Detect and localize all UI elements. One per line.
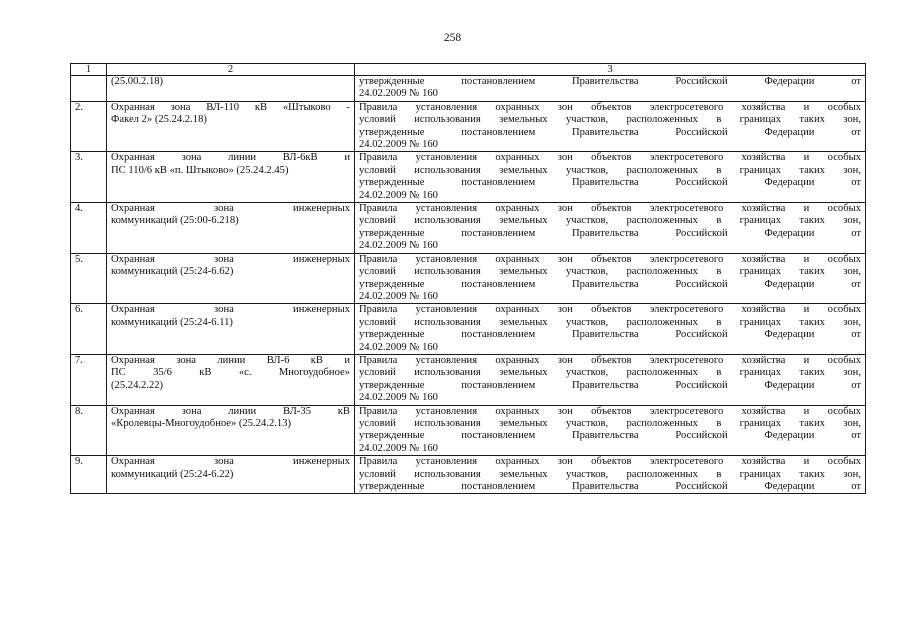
zone-name-line: Охранная зона ВЛ-110 кВ «Штыково -: [111, 101, 350, 113]
row-number: 6.: [71, 304, 107, 355]
zone-name-line: коммуникаций (25:00-6.218): [111, 215, 239, 227]
zone-name-line: (25.24.2.22): [111, 379, 164, 391]
zone-name-line: (25.00.2.18): [111, 76, 164, 87]
regulation-line: Правила установления охранных зон объектов электросетевого хозяйства и особых: [359, 304, 861, 316]
table-row: [71, 101, 866, 152]
regulation-line: Правила установления охранных зон объектов электросетевого хозяйства и особых: [359, 405, 861, 417]
zone-name-line: коммуникаций (25:24-6.62): [111, 266, 234, 278]
regulation-line: 24.02.2009 № 160: [359, 442, 438, 454]
regulation-line: Правила установления охранных зон объектов электросетевого хозяйства и особых: [359, 152, 861, 164]
regulation-cell: [355, 76, 866, 102]
regulation-cell: [355, 304, 866, 355]
zone-name-cell: [107, 101, 355, 152]
zone-name-line: коммуникаций (25:24-6.22): [111, 468, 234, 480]
regulation-cell: [355, 405, 866, 456]
regulation-line: условий использования земельных участков, расположенных в границах таких зон,: [359, 114, 861, 126]
regulation-line: 24.02.2009 № 160: [359, 139, 438, 151]
table-row: [71, 304, 866, 355]
row-number: 8.: [71, 405, 107, 456]
regulation-line: условий использования земельных участков, расположенных в границах таких зон,: [359, 417, 861, 429]
regulation-line: условий использования земельных участков, расположенных в границах таких зон,: [359, 316, 861, 328]
zone-name-line: Охранная зона инженерных: [111, 304, 350, 316]
regulation-line: 24.02.2009 № 160: [359, 189, 438, 201]
regulation-line: утвержденные постановлением Правительства Российской Федерации от: [359, 76, 861, 87]
zone-name-line: Охранная зона линии ВЛ-6 кВ и: [111, 354, 350, 366]
column-header: 3: [355, 64, 866, 76]
regulation-line: утвержденные постановлением Правительства Российской Федерации от: [359, 227, 861, 239]
regulation-line: 24.02.2009 № 160: [359, 290, 438, 302]
column-header: 2: [107, 64, 355, 76]
regulation-cell: [355, 101, 866, 152]
regulation-line: условий использования земельных участков, расположенных в границах таких зон,: [359, 266, 861, 278]
zone-name-cell: [107, 354, 355, 405]
zone-name-cell: [107, 456, 355, 494]
regulation-cell: [355, 253, 866, 304]
page-number: 258: [443, 32, 462, 44]
table-row: [71, 354, 866, 405]
column-header: 1: [71, 64, 107, 76]
zone-name-line: Факел 2» (25.24.2.18): [111, 114, 207, 126]
regulation-line: условий использования земельных участков, расположенных в границах таких зон,: [359, 367, 861, 379]
table-row: [71, 405, 866, 456]
table-header-row: [71, 64, 866, 76]
regulation-line: 24.02.2009 № 160: [359, 392, 438, 404]
zone-name-line: ПС 35/6 кВ «с. Многоудобное»: [111, 367, 350, 379]
zone-name-cell: [107, 152, 355, 203]
regulation-line: утвержденные постановлением Правительства Российской Федерации от: [359, 126, 861, 138]
regulation-line: утвержденные постановлением Правительства Российской Федерации от: [359, 481, 861, 492]
zone-name-line: Охранная зона инженерных: [111, 203, 350, 215]
table-row: [71, 152, 866, 203]
zones-table: [70, 63, 866, 494]
row-number: 7.: [71, 354, 107, 405]
regulation-cell: [355, 203, 866, 254]
zone-name-line: «Кролевцы-Многоудобное» (25.24.2.13): [111, 417, 292, 429]
zone-name-line: ПС 110/6 кВ «п. Штыково» (25.24.2.45): [111, 164, 289, 176]
zone-name-cell: [107, 203, 355, 254]
regulation-line: утвержденные постановлением Правительства Российской Федерации от: [359, 430, 861, 442]
regulation-line: утвержденные постановлением Правительства Российской Федерации от: [359, 278, 861, 290]
regulation-line: Правила установления охранных зон объектов электросетевого хозяйства и особых: [359, 101, 861, 113]
zone-name-cell: [107, 304, 355, 355]
row-number: 3.: [71, 152, 107, 203]
regulation-line: 24.02.2009 № 160: [359, 240, 438, 252]
zone-name-line: Охранная зона инженерных: [111, 456, 350, 468]
zone-name-line: Охранная зона линии ВЛ-6кВ и: [111, 152, 350, 164]
zone-name-cell: [107, 76, 355, 102]
regulation-line: условий использования земельных участков, расположенных в границах таких зон,: [359, 468, 861, 480]
regulation-line: утвержденные постановлением Правительства Российской Федерации от: [359, 329, 861, 341]
zone-name-cell: [107, 253, 355, 304]
zone-name-line: Охранная зона линии ВЛ-35 кВ: [111, 405, 350, 417]
row-number: 4.: [71, 203, 107, 254]
regulation-line: 24.02.2009 № 160: [359, 88, 438, 100]
row-number: 2.: [71, 101, 107, 152]
regulation-line: утвержденные постановлением Правительства Российской Федерации от: [359, 177, 861, 189]
regulation-cell: [355, 152, 866, 203]
regulation-line: Правила установления охранных зон объектов электросетевого хозяйства и особых: [359, 354, 861, 366]
regulation-cell: [355, 354, 866, 405]
row-number: 5.: [71, 253, 107, 304]
row-number: [71, 76, 107, 102]
table-row: [71, 203, 866, 254]
regulation-line: 24.02.2009 № 160: [359, 341, 438, 353]
regulation-line: условий использования земельных участков, расположенных в границах таких зон,: [359, 164, 861, 176]
zone-name-line: Охранная зона инженерных: [111, 253, 350, 265]
zone-name-line: коммуникаций (25:24-6.11): [111, 316, 233, 328]
regulation-line: Правила установления охранных зон объектов электросетевого хозяйства и особых: [359, 203, 861, 215]
table-row: [71, 76, 866, 102]
table-row: [71, 456, 866, 494]
regulation-line: Правила установления охранных зон объектов электросетевого хозяйства и особых: [359, 456, 861, 468]
table-row: [71, 253, 866, 304]
regulation-line: утвержденные постановлением Правительства Российской Федерации от: [359, 379, 861, 391]
regulation-line: условий использования земельных участков, расположенных в границах таких зон,: [359, 215, 861, 227]
regulation-line: Правила установления охранных зон объектов электросетевого хозяйства и особых: [359, 253, 861, 265]
row-number: 9.: [71, 456, 107, 494]
regulation-cell: [355, 456, 866, 494]
zone-name-cell: [107, 405, 355, 456]
